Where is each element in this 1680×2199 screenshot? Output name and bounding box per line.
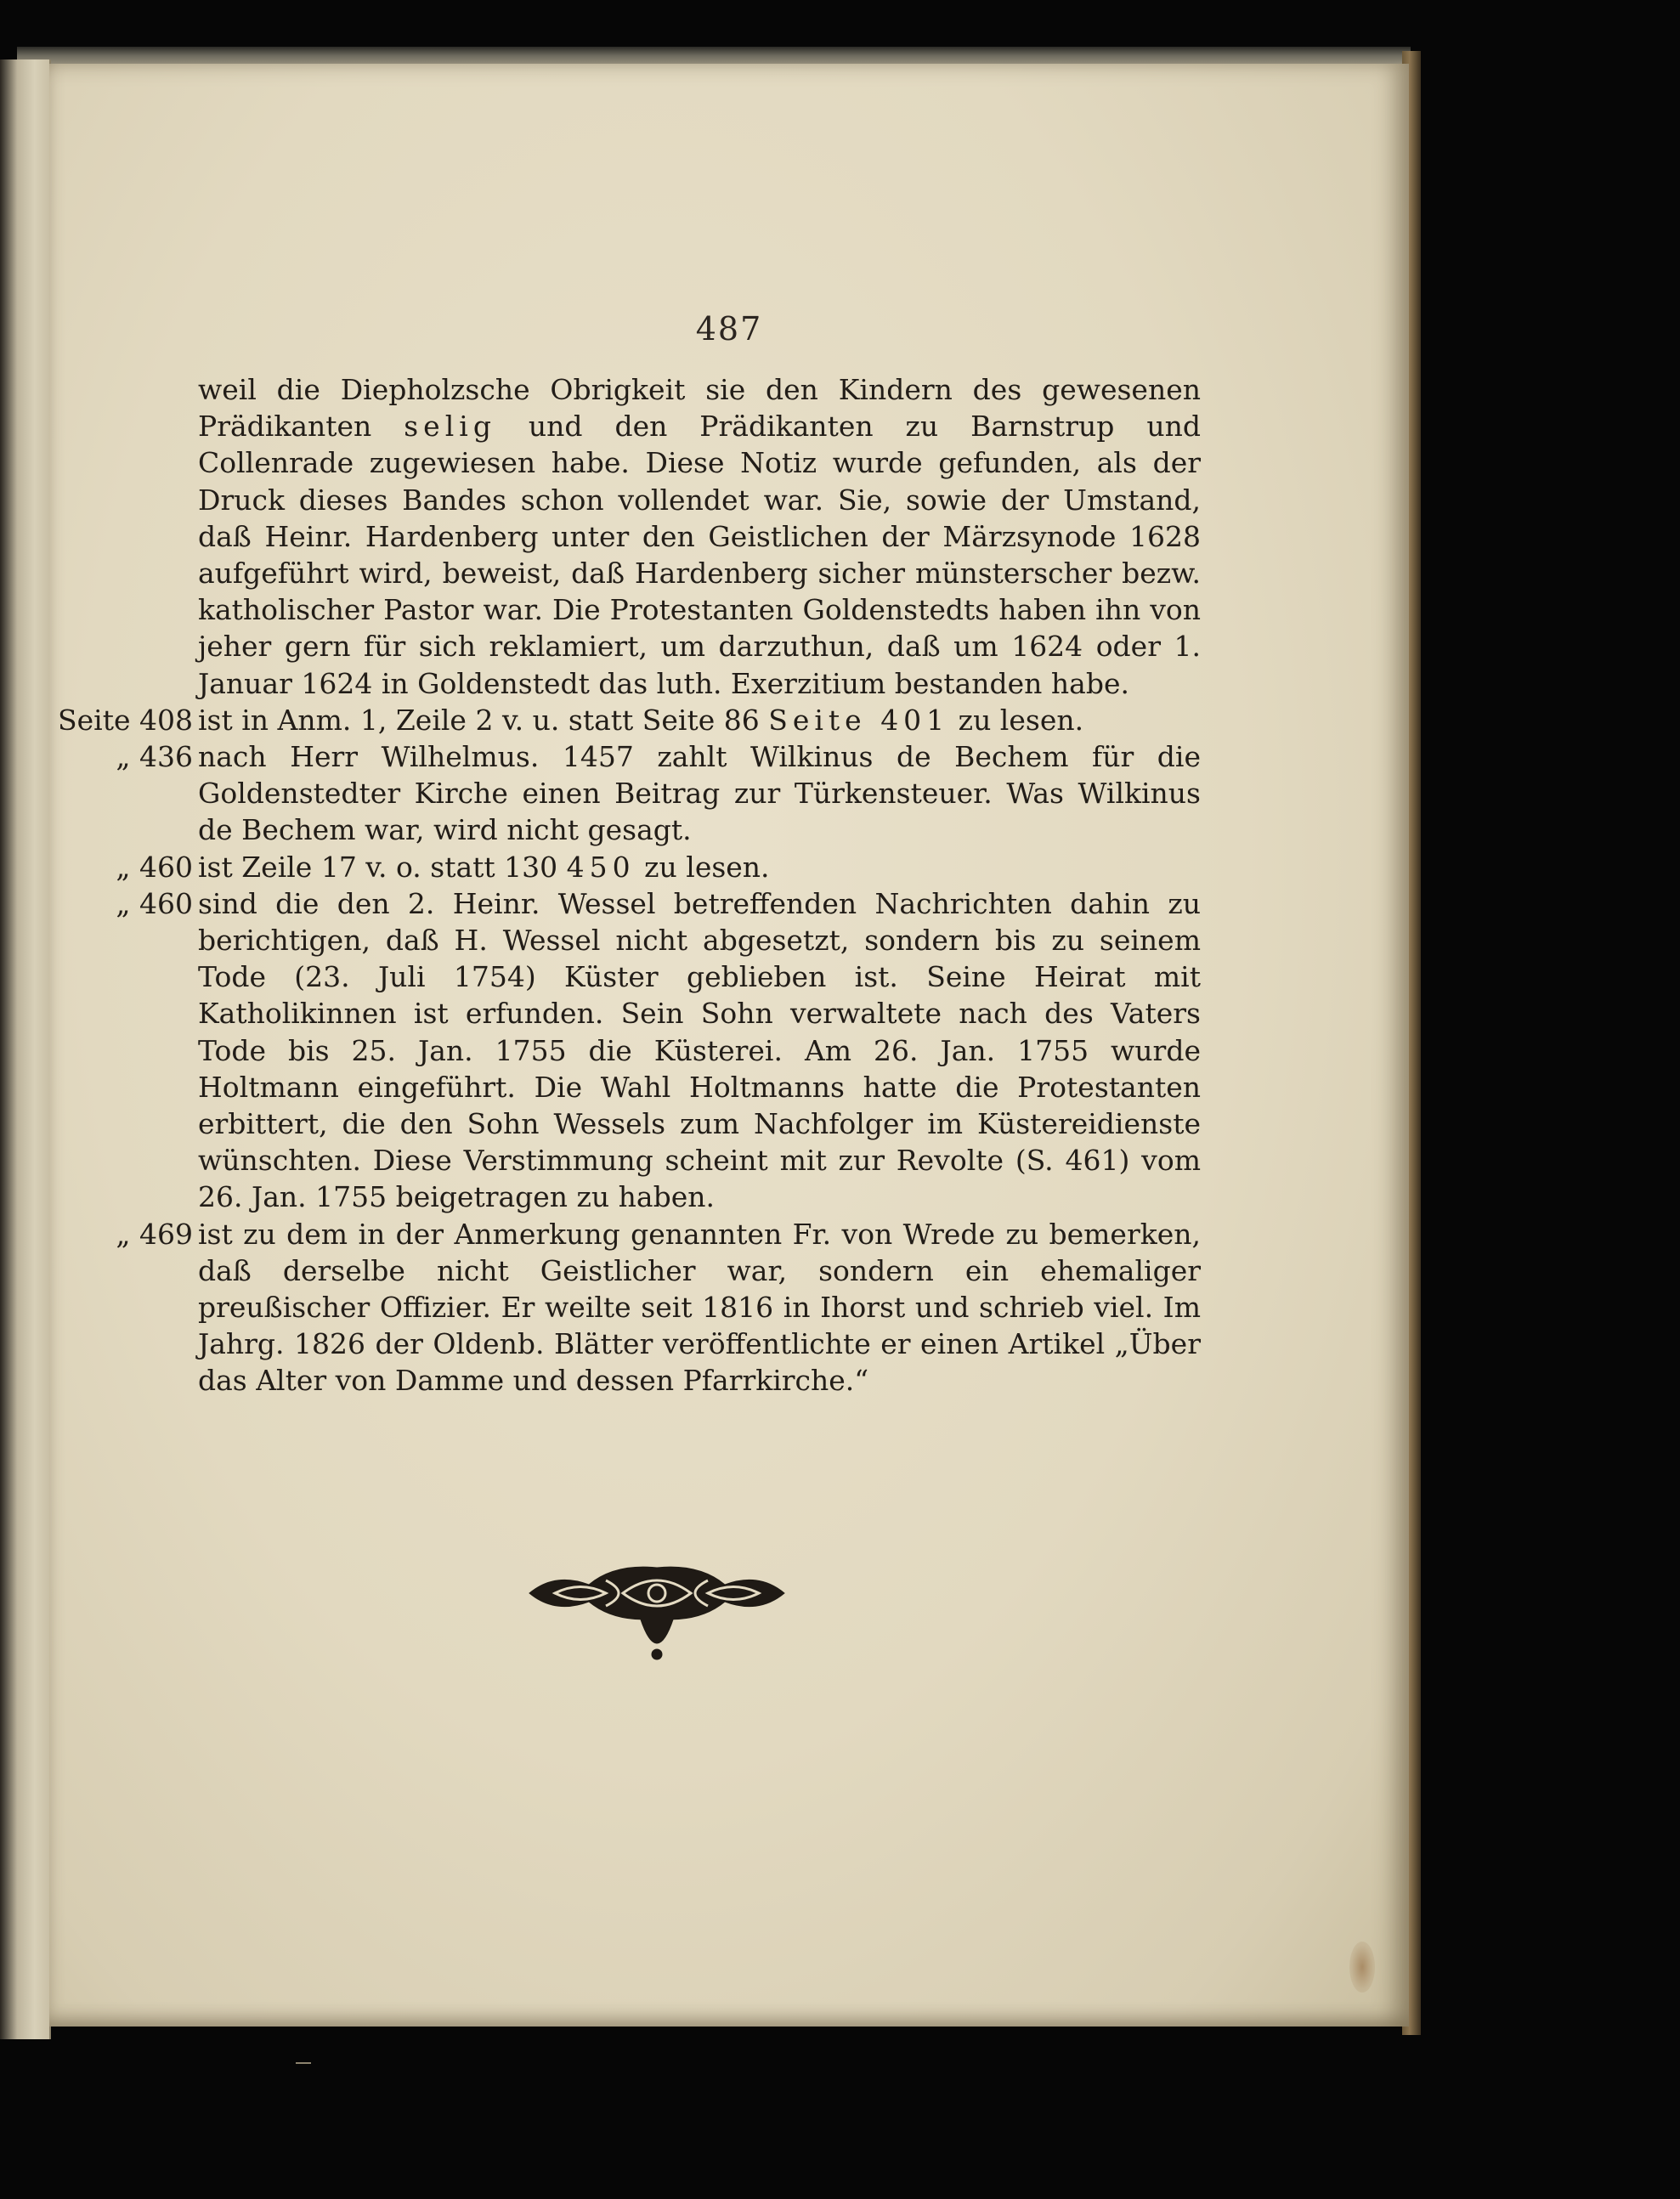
book-page — [49, 64, 1409, 2027]
page-number: 487 — [695, 310, 763, 348]
erratum-entry — [116, 738, 1201, 849]
ornamental-vignette-icon — [521, 1542, 793, 1670]
page-body — [58, 371, 1201, 1399]
intro-text-spaced: selig — [404, 410, 496, 444]
intro-text-a: weil die Diepholzsche Obrigkeit sie den Kindern des gewesenen Prädikanten — [198, 373, 1201, 444]
entry-page-ref: „ 460 — [116, 850, 193, 884]
entry-text: nach Herr Wilhelmus. 1457 zahlt Wilkinus de Bechem für die Goldenstedter Kirche einen Beitrag zur Türkensteuer. Was Wilkinus de Bechem war, wird nicht gesagt. — [198, 740, 1201, 847]
entry-text: ist zu dem in der Anmerkung genannten Fr. von Wrede zu bemerken, daß derselbe nicht Geistlicher war, sondern ein ehemaliger preußischer Offizier. Er weilte seit 1816 in Ihorst und schrieb viel. Im Jahrg. 1826 der Oldenb. Blätter veröffentlichte er einen Artikel „Über das Alter von Damme und dessen Pfarrkirche.“ — [198, 1217, 1201, 1398]
entry-text: ist in Anm. 1, Zeile 2 v. u. statt Seite 86 — [198, 703, 769, 737]
entry-text-end: zu lesen. — [635, 850, 770, 884]
erratum-entry — [116, 885, 1201, 1216]
erratum-entry — [116, 1216, 1201, 1399]
entry-page-ref: „ 460 — [116, 886, 193, 920]
entry-page-ref: Seite 408 — [58, 703, 193, 737]
intro-text-b: und den Prädikanten zu Barnstrup und Collenrade zugewiesen habe. Diese Notiz wurde gefunden, als der Druck dieses Bandes schon vollendet war. Sie, sowie der Umstand, daß Heinr. Hardenberg unter den Geistlichen der Märzsynode 1628 aufgeführt wird, beweist, daß Hardenberg sicher münsterscher bezw. katholischer Pastor war. Die Protestanten Goldenstedts haben ihn von jeher gern für sich reklamiert, um darzuthun, daß um 1624 oder 1. Januar 1624 in Goldenstedt das luth. Exerzitium bestanden habe. — [198, 410, 1201, 700]
intro-paragraph — [198, 371, 1201, 702]
entry-text: sind die den 2. Heinr. Wessel betreffenden Nachrichten dahin zu berichtigen, daß H. Wessel nicht abgesetzt, sondern bis zu seinem Tode (23. Juli 1754) Küster geblieben ist. Seine Heirat mit Katholikinnen ist erfunden. Sein Sohn verwaltete nach des Vaters Tode bis 25. Jan. 1755 die Küsterei. Am 26. Jan. 1755 wurde Holtmann eingeführt. Die Wahl Holtmanns hatte die Protestanten erbittert, die den Sohn Wessels zum Nachfolger im Küstereidienste wünschten. Diese Verstimmung scheint mit zur Revolte (S. 461) vom 26. Jan. 1755 beigetragen zu haben. — [198, 886, 1201, 1214]
entry-text-end: zu lesen. — [949, 703, 1084, 737]
erratum-entry — [116, 849, 1201, 885]
entry-text-spaced: Seite 401 — [768, 703, 950, 737]
entry-text-spaced: 450 — [566, 850, 636, 884]
erratum-entry — [58, 702, 1201, 738]
entry-text: ist Zeile 17 v. o. statt 130 — [198, 850, 567, 884]
previous-page-edge — [0, 59, 51, 2039]
margin-mark — [296, 2062, 311, 2064]
paper-stain — [1349, 1942, 1375, 1993]
entry-page-ref: „ 469 — [116, 1217, 193, 1251]
entry-page-ref: „ 436 — [116, 740, 193, 774]
